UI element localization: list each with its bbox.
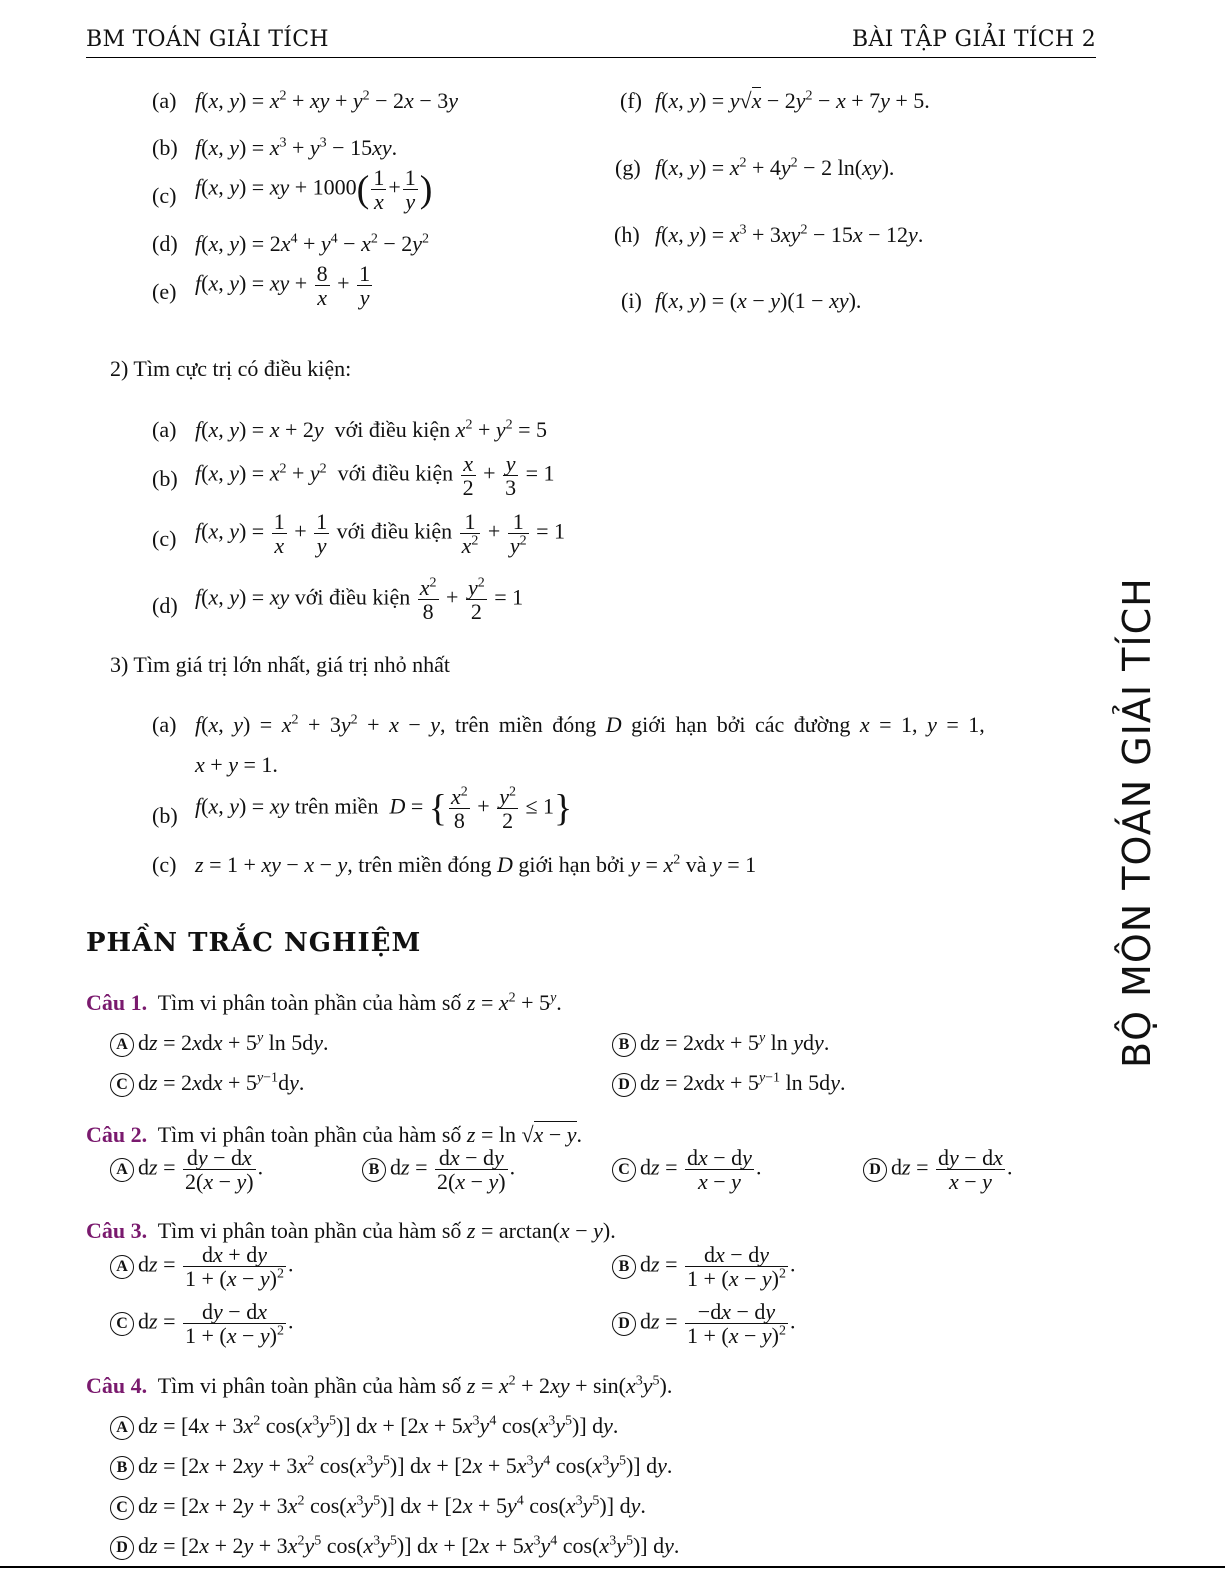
q3: Câu 3. Tìm vi phân toàn phần của hàm số z = arctan(x − y).: [86, 1218, 616, 1243]
q3-a-marker: A: [110, 1255, 134, 1279]
q1-b-marker: B: [612, 1033, 636, 1057]
header-rule: [86, 57, 1096, 58]
q3-option-a[interactable]: A dz = $\frac{dx + dy}{1 + (x - y)^2}$ .: [110, 1243, 294, 1290]
p1-i-formula: f(x, y) = (x − y)(1 − xy).: [655, 288, 862, 313]
p2-c-label: (c): [152, 526, 177, 551]
p1-c-formula: f(x, y) = xy + 1000( $\frac{1}{x}$ + $\frac{1}{y}$ ): [195, 165, 433, 215]
q3-option-b[interactable]: B dz = $\frac{dx - dy}{1 + (x - y)^2}$ .: [612, 1243, 796, 1290]
p2-c-cond: với điều kiện: [336, 518, 453, 544]
q1-label: Câu 1.: [86, 990, 148, 1015]
p2-d-formula: f(x, y) = xy với điều kiện $\frac{x^2}{8}$ + $\frac{y^2}{2}$ = 1: [195, 575, 524, 625]
p3-c-label: (c): [152, 852, 177, 877]
q2-option-d[interactable]: D dz = $\frac{dy - dx}{x - y}$ .: [863, 1146, 1012, 1193]
p1-h-formula: f(x, $y) = x^3 + 3xy^2 - 15x - 12y$.: [655, 222, 924, 247]
q2-d-marker: D: [863, 1158, 887, 1182]
q3-option-d[interactable]: D dz = $\frac{-dx - dy}{1 + (x - y)^2}$ .: [612, 1300, 796, 1347]
q4-b-marker: B: [110, 1456, 134, 1480]
p3-a-label: (a): [152, 712, 177, 737]
p1-h-label: (h): [614, 222, 640, 247]
q2-b-marker: B: [362, 1158, 386, 1182]
p1-b-formula: f(x, $y) = x^3 + y^3 - 15xy$.: [195, 135, 398, 160]
p3-c-formula: z = 1 + xy − x − y, trên miền đóng D giới hạn bởi $y = x^2$ và y = 1: [195, 852, 757, 877]
q1-option-d[interactable]: D dz = $2xdx + 5^{y-1}$ ln 5dy.: [612, 1070, 845, 1097]
q3-b-marker: B: [612, 1255, 636, 1279]
p2-a-cond: với điều kiện: [334, 417, 451, 442]
q2-c-marker: C: [612, 1158, 636, 1182]
q3-c-marker: C: [110, 1312, 134, 1336]
q1: Câu 1. Tìm vi phân toàn phần của hàm số $z = x^2 + 5^y$.: [86, 990, 562, 1015]
q2-option-a[interactable]: A dz = $\frac{dy - dx}{2(x - y)}$ .: [110, 1146, 263, 1193]
p2-b-formula: f(x, $y) = x^2 + y^2$ với điều kiện $\frac{x}{2}$ + $\frac{y}{3}$ = 1: [195, 451, 555, 501]
bottom-rule: [0, 1566, 1225, 1568]
q3-label: Câu 3.: [86, 1218, 148, 1243]
p1-b-label: (b): [152, 135, 178, 160]
p1-g-label: (g): [615, 155, 641, 180]
q4-label: Câu 4.: [86, 1373, 148, 1398]
p1-d-label: (d): [152, 231, 178, 256]
q2-a-marker: A: [110, 1158, 134, 1182]
header-right: BÀI TẬP GIẢI TÍCH 2: [851, 27, 1096, 52]
q4: Câu 4. Tìm vi phân toàn phần của hàm số $z = x^2 + 2xy + \sin(x^3y^5)$.: [86, 1373, 673, 1398]
part2-title: 2) Tìm cực trị có điều kiện:: [110, 356, 352, 381]
p1-a-label: (a): [152, 88, 177, 113]
p2-a-label: (a): [152, 417, 177, 442]
q4-c-marker: C: [110, 1496, 134, 1520]
p1-g-formula: f(x, $y) = x^2 + 4y^2 - 2$ ln(xy).: [655, 155, 895, 180]
header-left: BM TOÁN GIẢI TÍCH: [86, 27, 329, 52]
p1-a-formula: f(x, $y) = x^2$ + xy + $y^2 - 2x - 3y$: [195, 88, 458, 113]
q1-option-a[interactable]: A dz = $2xdx + 5^y$ ln 5dy.: [110, 1030, 329, 1057]
q1-option-c[interactable]: C dz = $2xdx + 5^{y-1}dy$.: [110, 1070, 304, 1097]
q1-c-marker: C: [110, 1073, 134, 1097]
p1-c-label: (c): [152, 183, 177, 208]
q4-option-b[interactable]: B dz = [$2x + 2xy + 3x^2$ $\cos(x^3y^5)$] dx + [$2x + 5x^3y^4$ $\cos(x^3y^5)$] dy.: [110, 1453, 672, 1480]
q2-option-c[interactable]: C dz = $\frac{dx - dy}{x - y}$ .: [612, 1146, 761, 1193]
p3-b-label: (b): [152, 803, 178, 828]
p2-d-cond: với điều kiện: [294, 584, 411, 610]
p1-e-label: (e): [152, 279, 177, 304]
q4-option-d[interactable]: D dz = [$2x + 2y + 3x^2y^5$ $\cos(x^3y^5)$] dx + [$2x + 5x^3y^4$ $\cos(x^3y^5)$] dy.: [110, 1533, 679, 1560]
p1-e-formula: f(x, y) = xy + $\frac{8}{x}$ + $\frac{1}{y}$: [195, 261, 371, 311]
q1-a-marker: A: [110, 1033, 134, 1057]
p2-b-cond: với điều kiện: [337, 460, 454, 486]
p3-a-line1: f(x, $y) = x^2 + 3y^2 + x - y$, trên miền đóng D giới hạn bởi các đường x = 1, y = 1,: [195, 712, 985, 737]
p1-f-label: (f): [620, 88, 642, 113]
p2-c-formula: f(x, y) = $\frac{1}{x}$ + $\frac{1}{y}$ với điều kiện $\frac{1}{x^2}$ + $\frac{1}{y^2}$ = 1: [195, 509, 566, 559]
q3-option-c[interactable]: C dz = $\frac{dy - dx}{1 + (x - y)^2}$ .: [110, 1300, 294, 1347]
p2-a-formula: f(x, y) = x + 2y với điều kiện $x^2 + y^2 = 5$: [195, 417, 548, 442]
q1-option-b[interactable]: B dz = $2xdx + 5^y$ ln ydy.: [612, 1030, 829, 1057]
q4-option-a[interactable]: A dz = [$4x + 3x^2$ $\cos(x^3y^5)$] dx + [$2x + 5x^3y^4$ $\cos(x^3y^5)$] dy.: [110, 1413, 618, 1440]
p3-b-formula: f(x, y) = xy trên miền D = { $\frac{x^2}{8}$ + $\frac{y^2}{2}$ ≤ 1}: [195, 784, 573, 834]
p1-i-label: (i): [621, 288, 642, 313]
q3-d-marker: D: [612, 1312, 636, 1336]
q4-d-marker: D: [110, 1536, 134, 1560]
q2: Câu 2. Tìm vi phân toàn phần của hàm số z = ln √x − y.: [86, 1122, 582, 1147]
p1-d-formula: f(x, $y) = 2x^4 + y^4 - x^2 - 2y^2$: [195, 231, 430, 256]
p2-b-label: (b): [152, 466, 178, 491]
q1-d-marker: D: [612, 1073, 636, 1097]
p3-a-line2: x + y = 1.: [195, 752, 278, 777]
q2-label: Câu 2.: [86, 1122, 148, 1147]
q4-option-c[interactable]: C dz = [$2x + 2y + 3x^2$ $\cos(x^3y^5)$] dx + [$2x + 5y^4$ $\cos(x^3y^5)$] dy.: [110, 1493, 646, 1520]
q4-a-marker: A: [110, 1416, 134, 1440]
section-title: PHẦN TRẮC NGHIỆM: [86, 928, 422, 958]
q2-option-b[interactable]: B dz = $\frac{dx - dy}{2(x - y)}$ .: [362, 1146, 515, 1193]
p1-f-formula: f(x, $y) = y√x - 2y^2 - x + 7y + 5$.: [655, 88, 930, 113]
p2-d-label: (d): [152, 593, 178, 618]
side-label: BỘ MÔN TOÁN GIẢI TÍCH: [1115, 577, 1159, 1068]
part3-title: 3) Tìm giá trị lớn nhất, giá trị nhỏ nhất: [110, 652, 450, 677]
